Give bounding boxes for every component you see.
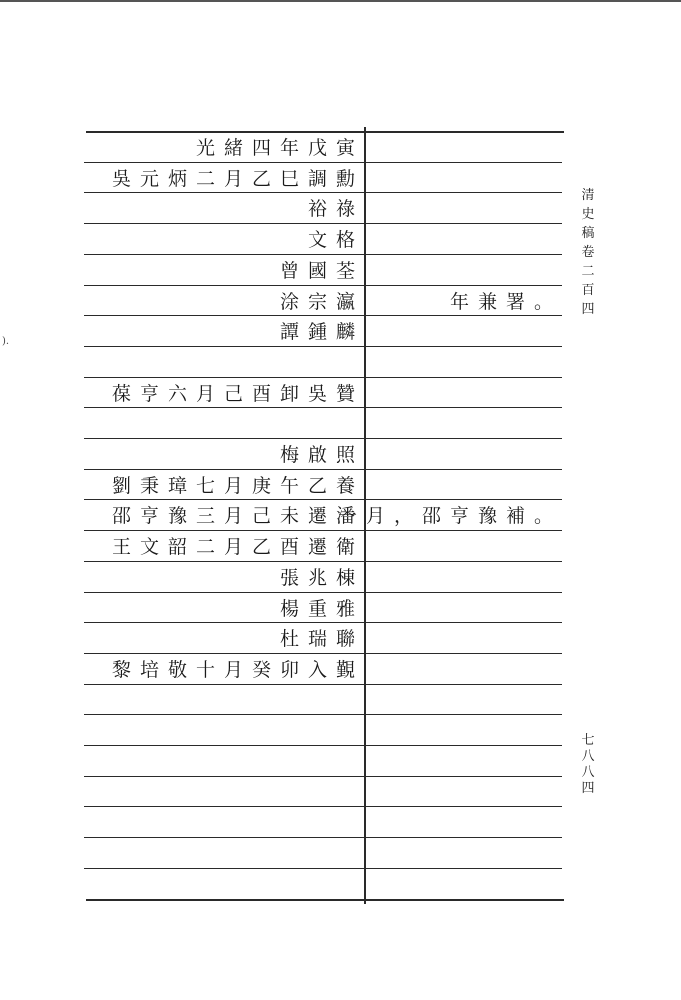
row-text: 光緒四年戊寅 bbox=[195, 136, 364, 159]
row-text: 葆亨六月己酉卸吳贊 bbox=[111, 382, 364, 405]
right-note bbox=[372, 285, 562, 315]
table-row bbox=[86, 530, 364, 560]
row-text: 曾國荃 bbox=[279, 259, 364, 282]
row-text: 文格 bbox=[307, 228, 364, 251]
table-row bbox=[86, 438, 364, 468]
row-text: 王文韶二月乙酉遷衛 bbox=[111, 535, 364, 558]
row-text: 杜瑞聯 bbox=[279, 627, 364, 650]
row-text: 劉秉璋七月庚午乙養 bbox=[111, 474, 364, 497]
note-text: 一月，邵亨豫補。 bbox=[337, 504, 562, 527]
edge-mark: ). bbox=[2, 336, 10, 347]
row-rule bbox=[84, 837, 562, 838]
table-row bbox=[86, 346, 364, 376]
table-row bbox=[86, 192, 364, 222]
row-rule bbox=[84, 684, 562, 685]
side-title: 清史稿卷二百四 bbox=[581, 188, 595, 317]
table-row bbox=[86, 653, 364, 683]
row-rule bbox=[84, 868, 562, 869]
table-row bbox=[86, 285, 364, 315]
table-row bbox=[86, 561, 364, 591]
table-row bbox=[86, 315, 364, 345]
row-text: 張兆棟 bbox=[279, 566, 364, 589]
row-text: 譚鍾麟 bbox=[279, 320, 364, 343]
table-row bbox=[86, 469, 364, 499]
side-page-number: 七八八四 bbox=[581, 733, 595, 796]
table-row bbox=[86, 407, 364, 437]
table-row bbox=[86, 223, 364, 253]
right-note bbox=[337, 499, 562, 529]
row-text: 黎培敬十月癸卯入覲 bbox=[111, 658, 364, 681]
row-text: 楊重雅 bbox=[279, 597, 364, 620]
row-text: 涂宗瀛 bbox=[279, 290, 364, 313]
row-text: 吳元炳二月乙巳調勳 bbox=[111, 167, 364, 190]
row-rule bbox=[84, 714, 562, 715]
row-text: 梅啟照 bbox=[279, 443, 364, 466]
table-row bbox=[86, 592, 364, 622]
table-row bbox=[86, 131, 364, 161]
table-row bbox=[86, 499, 364, 529]
table-row bbox=[86, 622, 364, 652]
scan-top-edge bbox=[0, 0, 681, 2]
row-rule bbox=[84, 776, 562, 777]
table-row bbox=[86, 377, 364, 407]
row-text: 邵亨豫三月己未遷潘 bbox=[111, 504, 364, 527]
row-text: 裕祿 bbox=[307, 197, 364, 220]
table-row bbox=[86, 162, 364, 192]
row-rule bbox=[84, 745, 562, 746]
row-rule bbox=[86, 899, 564, 901]
table-row bbox=[86, 254, 364, 284]
row-rule bbox=[84, 806, 562, 807]
note-text: 年兼署。 bbox=[449, 290, 562, 313]
